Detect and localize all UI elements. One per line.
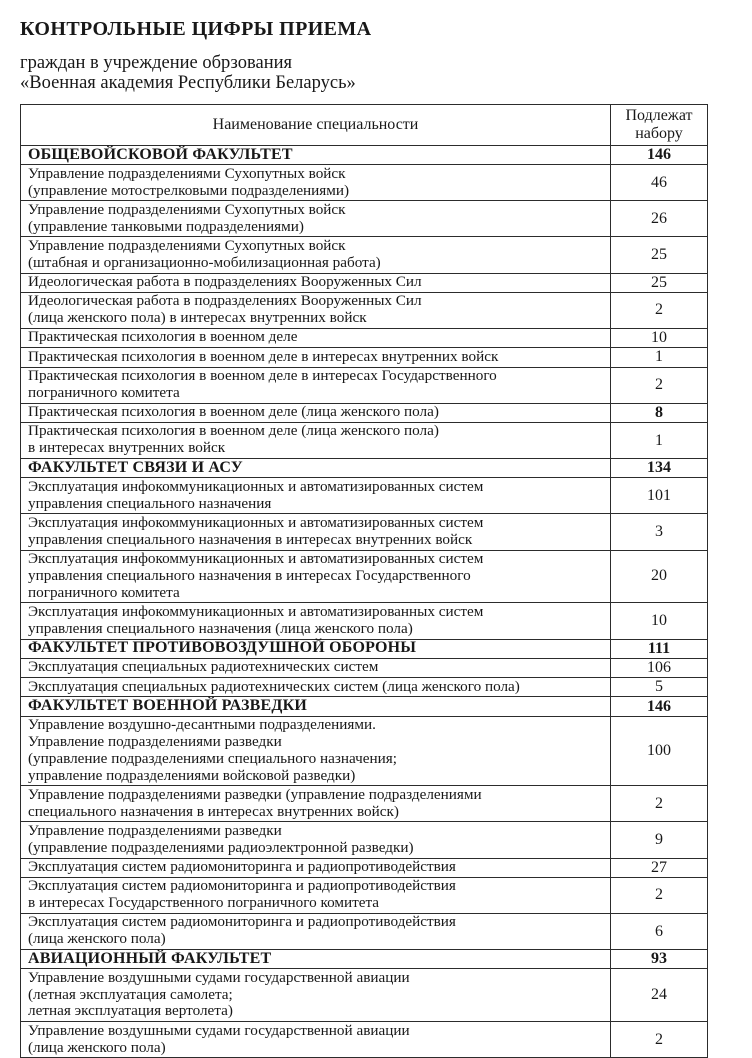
specialty-row — [21, 273, 708, 292]
specialty-name-line: Управление подразделениями Сухопутных войск — [28, 236, 346, 254]
quota-value: 3 — [611, 514, 708, 550]
specialty-name-line: Практическая психология в военном деле — [28, 328, 298, 346]
specialty-name-line: пограничного комитета — [28, 383, 180, 401]
specialty-name — [21, 422, 611, 458]
specialty-name-line: Управление подразделениями Сухопутных войск — [28, 164, 346, 182]
specialty-name-line: Практическая психология в военном деле (лица женского пола) — [28, 403, 439, 421]
specialty-name — [21, 716, 611, 786]
specialty-row — [21, 514, 708, 550]
specialty-row — [21, 550, 708, 603]
table-header-row — [21, 105, 708, 146]
specialty-row — [21, 328, 708, 347]
specialty-name — [21, 328, 611, 347]
specialty-row — [21, 858, 708, 877]
quota-value: 26 — [611, 201, 708, 237]
specialty-name-line: ОБЩЕВОЙСКОВОЙ ФАКУЛЬТЕТ — [28, 145, 293, 163]
specialty-name — [21, 658, 611, 677]
specialty-name — [21, 292, 611, 328]
quota-value: 134 — [611, 459, 708, 478]
specialty-name-line: (управление подразделениями радиоэлектронной разведки) — [28, 838, 414, 856]
quota-header-line-2: набору — [635, 125, 683, 142]
specialty-name — [21, 786, 611, 822]
specialty-name — [21, 403, 611, 422]
page-title: КОНТРОЛЬНЫЕ ЦИФРЫ ПРИЕМА — [20, 18, 372, 40]
specialty-name-line: в интересах внутренних войск — [28, 439, 226, 457]
faculty-name — [21, 639, 611, 658]
specialty-name — [21, 237, 611, 273]
specialty-row — [21, 678, 708, 697]
faculty-name — [21, 697, 611, 716]
specialty-name-line: (управление мотострелковыми подразделениями) — [28, 181, 350, 199]
specialty-name-line: (лица женского пола) — [28, 930, 166, 948]
faculty-section-row — [21, 950, 708, 969]
specialty-name — [21, 822, 611, 858]
specialty-name-line: пограничного комитета — [28, 583, 180, 601]
specialty-name-line: управление подразделениями войсковой разведки) — [28, 766, 356, 784]
specialty-name-line: (лица женского пола) — [28, 1038, 166, 1056]
quota-value: 2 — [611, 367, 708, 403]
subtitle-line-1: граждан в учреждение обрзования — [20, 53, 292, 73]
quota-value: 25 — [611, 273, 708, 292]
specialty-name-line: (управление танковыми подразделениями) — [28, 217, 304, 235]
specialty-name-line: Эксплуатация систем радиомониторинга и радиопротиводействия — [28, 913, 456, 931]
specialty-name-line: (штабная и организационно-мобилизационная работа) — [28, 253, 381, 271]
quota-value: 101 — [611, 478, 708, 514]
specialty-name — [21, 165, 611, 201]
specialty-name-line: специального назначения в интересах внутренних войск) — [28, 802, 399, 820]
specialty-name — [21, 273, 611, 292]
specialty-name-line: управления специального назначения в интересах Государственного — [28, 566, 471, 584]
specialty-name-line: Управление подразделениями Сухопутных войск — [28, 200, 346, 218]
quota-value: 2 — [611, 786, 708, 822]
faculty-section-row — [21, 146, 708, 165]
specialty-name-line: управления специального назначения (лица женского пола) — [28, 619, 413, 637]
specialty-row — [21, 969, 708, 1022]
specialty-row — [21, 367, 708, 403]
specialty-name — [21, 550, 611, 603]
specialty-name-line: ФАКУЛЬТЕТ ПРОТИВОВОЗДУШНОЙ ОБОРОНЫ — [28, 639, 417, 657]
specialty-name-line: Практическая психология в военном деле (лица женского пола) — [28, 422, 439, 440]
specialty-name — [21, 858, 611, 877]
quota-value: 93 — [611, 950, 708, 969]
specialty-row — [21, 422, 708, 458]
quota-value: 25 — [611, 237, 708, 273]
specialty-name-line: Управление воздушными судами государственной авиации — [28, 968, 410, 986]
quota-value: 146 — [611, 697, 708, 716]
quota-value: 6 — [611, 913, 708, 949]
specialty-name-line: Практическая психология в военном деле в интересах Государственного — [28, 367, 497, 385]
specialty-row — [21, 478, 708, 514]
table-body — [21, 146, 708, 1058]
specialty-name-line: Управление воздушно-десантными подразделениями. — [28, 716, 376, 734]
specialty-name — [21, 678, 611, 697]
specialty-name-line: Управление подразделениями разведки — [28, 733, 282, 750]
specialty-name-line: Управление воздушными судами государственной авиации — [28, 1021, 410, 1039]
specialty-row — [21, 292, 708, 328]
specialty-name-line: Эксплуатация систем радиомониторинга и радиопротиводействия — [28, 877, 456, 895]
specialty-row — [21, 165, 708, 201]
specialty-name-line: АВИАЦИОННЫЙ ФАКУЛЬТЕТ — [28, 949, 272, 967]
specialty-name-line: (летная эксплуатация самолета; — [28, 985, 233, 1003]
specialty-row — [21, 348, 708, 367]
quota-value: 106 — [611, 658, 708, 677]
specialty-name — [21, 348, 611, 367]
specialty-name-line: в интересах Государственного пограничного комитета — [28, 894, 380, 912]
faculty-section-row — [21, 697, 708, 716]
specialty-row — [21, 403, 708, 422]
quota-value: 1 — [611, 348, 708, 367]
admission-quota-table — [20, 104, 708, 1058]
quota-value: 146 — [611, 146, 708, 165]
specialty-name-line: Управление подразделениями разведки (управление подразделениями — [28, 785, 482, 803]
specialty-name-line: управления специального назначения — [28, 494, 272, 512]
specialty-row — [21, 877, 708, 913]
specialty-name-line: Эксплуатация инфокоммуникационных и автоматизированных систем — [28, 602, 484, 620]
specialty-row — [21, 1022, 708, 1058]
page-subtitle — [20, 54, 730, 93]
specialty-name-line: Эксплуатация инфокоммуникационных и автоматизированных систем — [28, 550, 484, 568]
specialty-name-line: ФАКУЛЬТЕТ ВОЕННОЙ РАЗВЕДКИ — [28, 696, 308, 714]
specialty-row — [21, 786, 708, 822]
quota-value: 111 — [611, 639, 708, 658]
specialty-name-line: Эксплуатация специальных радиотехнических систем (лица женского пола) — [28, 677, 520, 695]
specialty-row — [21, 237, 708, 273]
specialty-row — [21, 603, 708, 639]
quota-value: 2 — [611, 877, 708, 913]
faculty-name — [21, 146, 611, 165]
specialty-name — [21, 478, 611, 514]
specialty-name-line: летная эксплуатация вертолета) — [28, 1002, 233, 1020]
subtitle-line-2: «Военная академия Республики Беларусь» — [20, 72, 356, 93]
specialty-name — [21, 514, 611, 550]
faculty-section-row — [21, 639, 708, 658]
specialty-name-line: Идеологическая работа в подразделениях Вооруженных Сил — [28, 292, 422, 310]
faculty-name — [21, 459, 611, 478]
column-header-quota — [611, 105, 708, 146]
quota-value: 9 — [611, 822, 708, 858]
specialty-name — [21, 603, 611, 639]
specialty-name-line: Эксплуатация инфокоммуникационных и автоматизированных систем — [28, 477, 484, 495]
specialty-name-line: Эксплуатация систем радиомониторинга и радиопротиводействия — [28, 858, 456, 876]
faculty-section-row — [21, 459, 708, 478]
specialty-name-line: Эксплуатация инфокоммуникационных и автоматизированных систем — [28, 513, 484, 531]
column-header-specialty: Наименование специальности — [21, 105, 611, 146]
specialty-name-line: ФАКУЛЬТЕТ СВЯЗИ И АСУ — [28, 458, 243, 476]
specialty-row — [21, 658, 708, 677]
quota-value: 24 — [611, 969, 708, 1022]
specialty-name-line: Эксплуатация специальных радиотехнических систем — [28, 658, 379, 676]
specialty-name — [21, 201, 611, 237]
specialty-row — [21, 913, 708, 949]
specialty-name-line: Практическая психология в военном деле в интересах внутренних войск — [28, 347, 499, 365]
quota-value: 27 — [611, 858, 708, 877]
specialty-name-line: управления специального назначения в интересах внутренних войск — [28, 530, 473, 548]
specialty-name-line: Идеологическая работа в подразделениях Вооруженных Сил — [28, 273, 422, 291]
quota-value: 2 — [611, 1022, 708, 1058]
specialty-row — [21, 201, 708, 237]
quota-value: 5 — [611, 678, 708, 697]
quota-value: 10 — [611, 328, 708, 347]
quota-value: 10 — [611, 603, 708, 639]
specialty-row — [21, 716, 708, 786]
faculty-name — [21, 950, 611, 969]
quota-value: 8 — [611, 403, 708, 422]
specialty-name — [21, 969, 611, 1022]
quota-value: 1 — [611, 422, 708, 458]
specialty-name — [21, 877, 611, 913]
quota-value: 100 — [611, 716, 708, 786]
quota-value: 46 — [611, 165, 708, 201]
specialty-name — [21, 367, 611, 403]
quota-value: 20 — [611, 550, 708, 603]
specialty-row — [21, 822, 708, 858]
specialty-name-line: Управление подразделениями разведки — [28, 821, 282, 839]
specialty-name — [21, 913, 611, 949]
quota-value: 2 — [611, 292, 708, 328]
specialty-name-line: (управление подразделениями специального назначения; — [28, 749, 398, 767]
specialty-name — [21, 1022, 611, 1058]
specialty-name-line: (лица женского пола) в интересах внутренних войск — [28, 309, 367, 327]
quota-header-line-1: Подлежат — [625, 107, 693, 124]
